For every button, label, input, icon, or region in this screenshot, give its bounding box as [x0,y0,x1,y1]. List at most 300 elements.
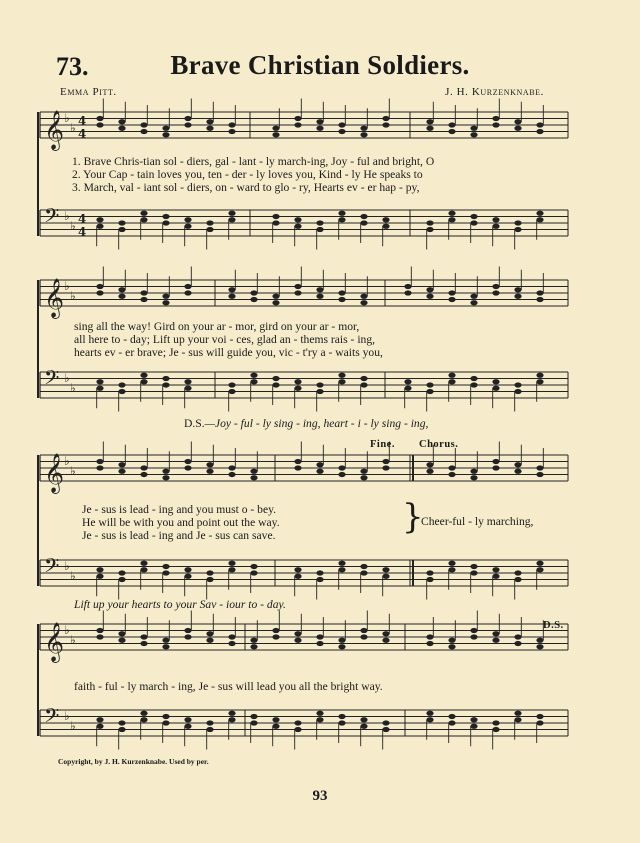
notehead [96,634,103,639]
notehead [316,287,323,292]
notehead [316,227,323,232]
notehead [426,294,433,299]
notehead [426,389,433,394]
notehead [338,720,345,725]
notehead [316,462,323,467]
notehead [492,217,499,222]
notehead [448,122,455,127]
system1-verse3: 3. March, val - iant sol - diers, on - ward to glo - ry, Hearts ev - er hap - py, [72,181,420,194]
notehead [250,379,257,384]
notehead [492,727,499,732]
notehead [536,297,543,302]
notehead [316,119,323,124]
system2-verse1: sing all the way! Gird on your ar - mor, gird on your ar - mor, [74,320,360,333]
notehead [96,717,103,722]
notehead [426,711,433,716]
notehead [96,122,103,127]
notehead [228,129,235,134]
notehead [426,641,433,646]
notehead [272,724,279,729]
notehead [228,711,235,716]
notehead [492,224,499,229]
notehead [536,561,543,566]
notehead [360,132,367,137]
notehead [536,644,543,649]
notehead [250,720,257,725]
notehead [426,570,433,575]
notehead [118,638,125,643]
flat-sign: ♭ [70,219,76,233]
notehead [492,116,499,121]
notehead [206,720,213,725]
notehead [140,472,147,477]
notehead [492,379,499,384]
notehead [492,290,499,295]
system3-verse1: Je - sus is lead - ing and you must o - bey. [82,503,277,516]
lyricist: Emma Pitt. [60,86,117,98]
notehead [250,297,257,302]
notehead [206,577,213,582]
notehead [338,122,345,127]
notehead [206,570,213,575]
notehead [294,720,301,725]
notehead [514,641,521,646]
notehead [470,634,477,639]
notehead [382,574,389,579]
flat-sign: ♭ [64,111,70,125]
notehead [206,462,213,467]
notehead [184,465,191,470]
notehead [96,465,103,470]
notehead [360,634,367,639]
chorus-label: Chorus. [419,439,459,450]
notehead [228,472,235,477]
notehead [118,119,125,124]
notehead [272,126,279,131]
notehead [140,129,147,134]
notehead [382,567,389,572]
notehead [470,570,477,575]
notehead [272,214,279,219]
notehead [360,300,367,305]
bass-clef: 𝄢 [44,554,60,582]
notehead [470,724,477,729]
notehead [140,217,147,222]
notehead [118,294,125,299]
notehead [140,122,147,127]
flat-sign: ♭ [70,569,76,583]
notehead [118,227,125,232]
notehead [360,628,367,633]
notehead [470,220,477,225]
notehead [228,561,235,566]
notehead [536,217,543,222]
notehead [206,227,213,232]
notehead [382,727,389,732]
notehead [206,220,213,225]
notehead [382,720,389,725]
notehead [206,727,213,732]
notehead [162,300,169,305]
notehead [184,217,191,222]
notehead [492,386,499,391]
system3-ds-line: Lift up your hearts to your Sav - iour to - day. [74,598,286,611]
notehead [316,577,323,582]
notehead [360,564,367,569]
chorus-line: Cheer-ful - ly marching, [421,515,534,528]
hymn-title: Brave Christian Soldiers. [170,50,470,80]
bass-clef: 𝄢 [44,704,60,732]
notehead [140,634,147,639]
notehead [426,119,433,124]
notehead [382,465,389,470]
notehead [316,382,323,387]
notehead [360,469,367,474]
notehead [206,631,213,636]
notehead [294,631,301,636]
notehead [228,717,235,722]
notehead [184,116,191,121]
notehead [250,475,257,480]
notehead [492,567,499,572]
notehead [514,287,521,292]
notehead [338,290,345,295]
notehead [118,126,125,131]
notehead [184,290,191,295]
notehead [426,287,433,292]
notehead [470,717,477,722]
notehead [272,132,279,137]
time-signature: 4 [78,212,87,226]
notehead [338,373,345,378]
notehead [338,211,345,216]
notehead [492,122,499,127]
notehead [118,631,125,636]
notehead [448,290,455,295]
notehead [514,294,521,299]
notehead [426,462,433,467]
notehead [228,641,235,646]
notehead [272,717,279,722]
notehead [162,214,169,219]
notehead [470,214,477,219]
notehead [272,300,279,305]
notehead [184,224,191,229]
system3-verse2: He will be with you and point out the way. [82,516,280,529]
notehead [448,211,455,216]
ds-mark: D.S. [543,620,564,631]
notehead [360,220,367,225]
notehead [294,224,301,229]
notehead [360,724,367,729]
system1-verse2: 2. Your Cap - tain loves you, ten - der - ly loves you, Kind - ly He speaks to [72,168,423,181]
notehead [448,129,455,134]
notehead [228,122,235,127]
flat-sign: ♭ [70,121,76,135]
notehead [162,132,169,137]
notehead [514,634,521,639]
notehead [448,720,455,725]
treble-clef: 𝄞 [44,622,65,662]
notehead [294,459,301,464]
notehead [426,577,433,582]
notehead [162,644,169,649]
notehead [228,294,235,299]
time-signature: 4 [78,127,87,141]
notehead [492,459,499,464]
notehead [316,126,323,131]
notehead [448,567,455,572]
notehead [206,126,213,131]
notehead [492,631,499,636]
notehead [492,638,499,643]
notehead [492,465,499,470]
notehead [250,469,257,474]
time-signature: 4 [78,225,87,239]
notehead [514,119,521,124]
notehead [162,376,169,381]
notehead [426,382,433,387]
notehead [250,290,257,295]
flat-sign: ♭ [64,623,70,637]
notehead [162,638,169,643]
notehead [536,567,543,572]
notehead [360,126,367,131]
notehead [118,570,125,575]
notehead [514,126,521,131]
notehead [96,567,103,572]
flat-sign: ♭ [64,559,70,573]
notehead [96,724,103,729]
bass-clef: 𝄢 [44,366,60,394]
notehead [162,294,169,299]
notehead [492,574,499,579]
notehead [360,717,367,722]
notehead [206,119,213,124]
notehead [514,717,521,722]
notehead [118,727,125,732]
notehead [96,574,103,579]
notehead [118,389,125,394]
notehead [96,224,103,229]
notehead [162,564,169,569]
notehead [448,644,455,649]
system1-verse1: 1. Brave Chris-tian sol - diers, gal - lant - ly march-ing, Joy - ful and bright, O [72,155,435,168]
notehead [382,224,389,229]
notehead [448,638,455,643]
system2-verse3: hearts ev - er brave; Je - sus will guide you, vic - t'ry a - waits you, [74,346,383,359]
notehead [426,220,433,225]
notehead [184,122,191,127]
notehead [470,300,477,305]
notehead [294,574,301,579]
notehead [140,373,147,378]
notehead [426,717,433,722]
notehead [360,382,367,387]
flat-sign: ♭ [64,209,70,223]
notehead [162,570,169,575]
notehead [514,570,521,575]
copyright: Copyright, by J. H. Kurzenknabe. Used by per. [58,757,209,766]
notehead [448,297,455,302]
notehead [536,379,543,384]
notehead [96,628,103,633]
notehead [536,720,543,725]
system2-ds-line [184,417,428,430]
notehead [118,287,125,292]
notehead [140,379,147,384]
notehead [140,211,147,216]
ds-prefix: D.S. [184,417,205,430]
notehead [184,628,191,633]
notehead [382,638,389,643]
notehead [514,389,521,394]
notehead [426,634,433,639]
notehead [96,290,103,295]
notehead [404,284,411,289]
notehead [184,724,191,729]
notehead [184,379,191,384]
notehead [250,373,257,378]
notehead [382,631,389,636]
notehead [184,634,191,639]
notehead [272,628,279,633]
notehead [448,217,455,222]
notehead [294,727,301,732]
notehead [382,459,389,464]
hymn-number: 73. [56,52,89,81]
notehead [140,297,147,302]
notehead [228,389,235,394]
notehead [470,126,477,131]
notehead [250,564,257,569]
notehead [140,641,147,646]
notehead [514,711,521,716]
notehead [96,459,103,464]
notehead [228,217,235,222]
notehead [272,376,279,381]
notehead [228,465,235,470]
notehead [316,570,323,575]
notehead [162,475,169,480]
notehead [294,638,301,643]
notehead [140,465,147,470]
notehead [448,465,455,470]
notehead [272,294,279,299]
notehead [536,211,543,216]
notehead [536,465,543,470]
notehead [118,577,125,582]
flat-sign: ♭ [70,289,76,303]
notehead [162,126,169,131]
notehead [250,714,257,719]
notehead [206,469,213,474]
notehead [118,382,125,387]
notehead [426,227,433,232]
treble-clef: 𝄞 [44,453,65,493]
notehead [316,389,323,394]
notehead [184,574,191,579]
notehead [162,714,169,719]
notehead [250,570,257,575]
notehead [96,386,103,391]
notehead [514,469,521,474]
notehead [470,469,477,474]
notehead [514,227,521,232]
notehead [118,469,125,474]
notehead [228,567,235,572]
notehead [228,382,235,387]
notehead [162,720,169,725]
flat-sign: ♭ [70,633,76,647]
notehead [184,386,191,391]
notehead [96,217,103,222]
notehead [536,373,543,378]
notehead [536,290,543,295]
notehead [228,634,235,639]
system3-verse3: Je - sus is lead - ing and Je - sus can save. [82,529,276,542]
notehead [382,122,389,127]
notehead [338,129,345,134]
time-signature: 4 [78,114,87,128]
notehead [360,294,367,299]
notehead [96,116,103,121]
fine-label: Fine. [370,439,395,450]
system4-lyric: faith - ful - ly march - ing, Je - sus will lead you all the bright way. [74,680,383,693]
notehead [404,386,411,391]
notehead [382,116,389,121]
notehead [448,561,455,566]
treble-clef: 𝄞 [44,278,65,318]
notehead [404,290,411,295]
notehead [404,379,411,384]
notehead [536,129,543,134]
notehead [338,644,345,649]
notehead [118,462,125,467]
notehead [536,122,543,127]
flat-sign: ♭ [70,719,76,733]
notehead [294,122,301,127]
notehead [140,717,147,722]
ds-text: —Joy - ful - ly sing - ing, heart - i - ly sing - ing, [204,417,429,430]
notehead [294,217,301,222]
notehead [206,638,213,643]
bass-clef: 𝄢 [44,204,60,232]
notehead [250,644,257,649]
notehead [294,290,301,295]
notehead [536,472,543,477]
notehead [96,284,103,289]
notehead [294,465,301,470]
notehead [470,475,477,480]
notehead [272,220,279,225]
notehead [492,720,499,725]
notehead [360,475,367,480]
notehead [360,376,367,381]
notehead [360,214,367,219]
notehead [162,220,169,225]
notehead [162,382,169,387]
notehead [162,469,169,474]
notehead [448,714,455,719]
notehead [228,287,235,292]
notehead [184,717,191,722]
notehead [338,379,345,384]
notehead [294,379,301,384]
notehead [184,459,191,464]
treble-clef: 𝄞 [44,110,65,150]
notehead [140,711,147,716]
